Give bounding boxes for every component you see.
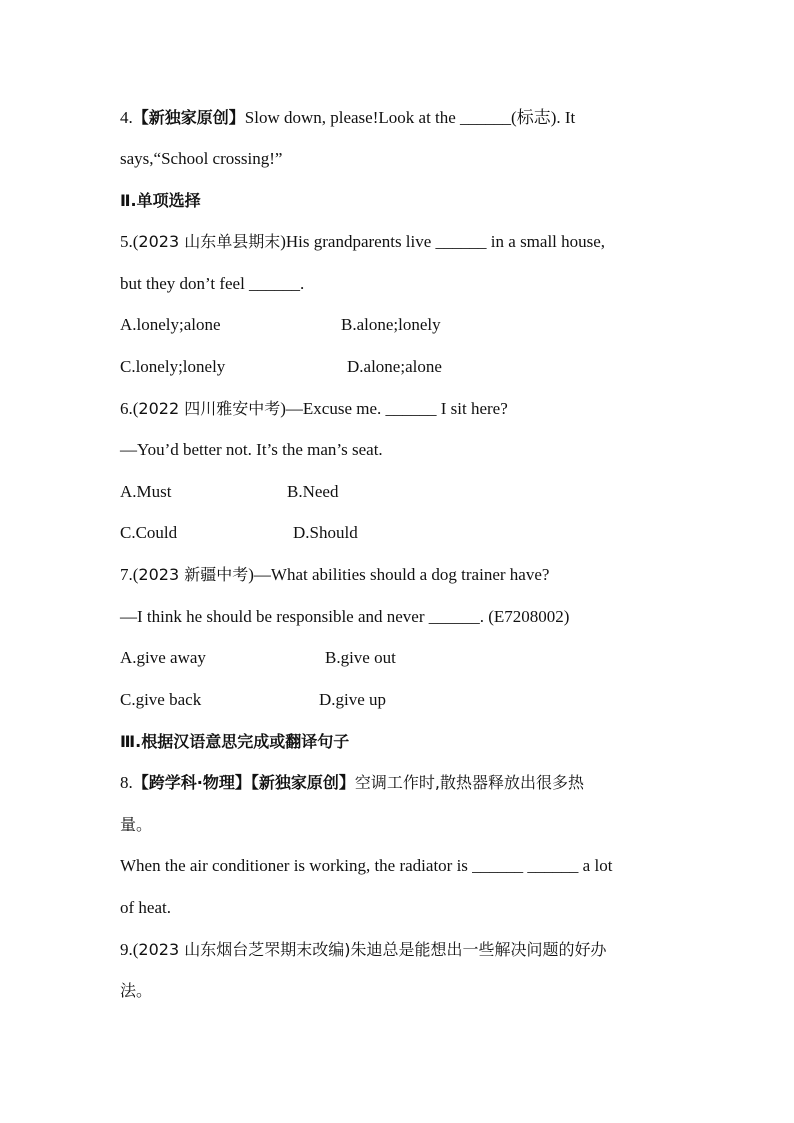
question-source: 2022 四川雅安中考 xyxy=(138,399,281,418)
option-a: A.give away xyxy=(120,648,206,667)
question-source: 2023 新疆中考 xyxy=(138,565,249,584)
question-number: 4. xyxy=(120,108,133,127)
option-b: B.alone;lonely xyxy=(341,315,441,334)
option-a: A.lonely;alone xyxy=(120,315,221,334)
question-text: )His grandparents live ______ in a small house, xyxy=(280,232,606,251)
question-text: 空调工作时,散热器释放出很多热 xyxy=(354,773,584,792)
question-8-line-3: When the air conditioner is working, the radiator is ______ ______ a lot xyxy=(120,856,613,875)
question-6-line-2: —You’d better not. It’s the man’s seat. xyxy=(120,440,383,459)
question-5-options-ab xyxy=(120,314,690,336)
question-8-line-4: of heat. xyxy=(120,898,171,917)
option-a: A.Must xyxy=(120,482,172,501)
question-prefix: 9.( xyxy=(120,940,139,959)
question-5-line-2: but they don’t feel ______. xyxy=(120,274,305,293)
option-c: C.lonely;lonely xyxy=(120,357,226,376)
question-prefix: 7.( xyxy=(120,565,139,584)
question-source: 2023 山东烟台芝罘期末改编 xyxy=(138,940,345,959)
section-title-2: Ⅱ.单项选择 xyxy=(120,191,201,210)
option-b: B.give out xyxy=(325,648,396,667)
question-prefix: 6.( xyxy=(120,399,139,418)
question-source: 2023 山东单县期末 xyxy=(138,232,281,251)
question-7-line-2: —I think he should be responsible and never ______. (E7208002) xyxy=(120,607,570,626)
question-7-line-1 xyxy=(120,564,690,586)
question-6-line-1 xyxy=(120,398,690,420)
option-c: C.give back xyxy=(120,690,202,709)
question-tag-original: 【新独家原创】 xyxy=(250,773,355,792)
section-title-3: Ⅲ.根据汉语意思完成或翻译句子 xyxy=(120,732,350,751)
question-7-options-ab xyxy=(120,647,690,669)
question-9-line-2: 法。 xyxy=(120,981,153,1000)
option-b: B.Need xyxy=(287,482,339,501)
question-tag-subject: 【跨学科·物理】 xyxy=(132,773,251,792)
question-7-options-cd xyxy=(120,689,690,711)
question-text: )朱迪总是能想出一些解决问题的好办 xyxy=(344,940,607,959)
option-d: D.Should xyxy=(293,523,358,542)
option-d: D.alone;alone xyxy=(347,357,442,376)
question-5-line-1 xyxy=(120,231,690,253)
question-8-line-2: 量。 xyxy=(120,815,153,834)
question-text: Slow down, please!Look at the ______(标志). It xyxy=(244,108,576,127)
question-8-line-1 xyxy=(120,772,690,794)
question-text: )—Excuse me. ______ I sit here? xyxy=(280,399,508,418)
question-6-options-ab xyxy=(120,481,690,503)
question-6-options-cd xyxy=(120,522,690,544)
question-prefix: 5.( xyxy=(120,232,139,251)
question-9-line-1 xyxy=(120,939,690,961)
question-4-line-2: says,“School crossing!” xyxy=(120,149,283,168)
question-number: 8. xyxy=(120,773,133,792)
question-5-options-cd xyxy=(120,356,690,378)
question-tag: 【新独家原创】 xyxy=(132,108,245,127)
question-text: )—What abilities should a dog trainer have? xyxy=(248,565,550,584)
option-d: D.give up xyxy=(319,690,387,709)
option-c: C.Could xyxy=(120,523,178,542)
question-4-line-1 xyxy=(120,107,690,129)
